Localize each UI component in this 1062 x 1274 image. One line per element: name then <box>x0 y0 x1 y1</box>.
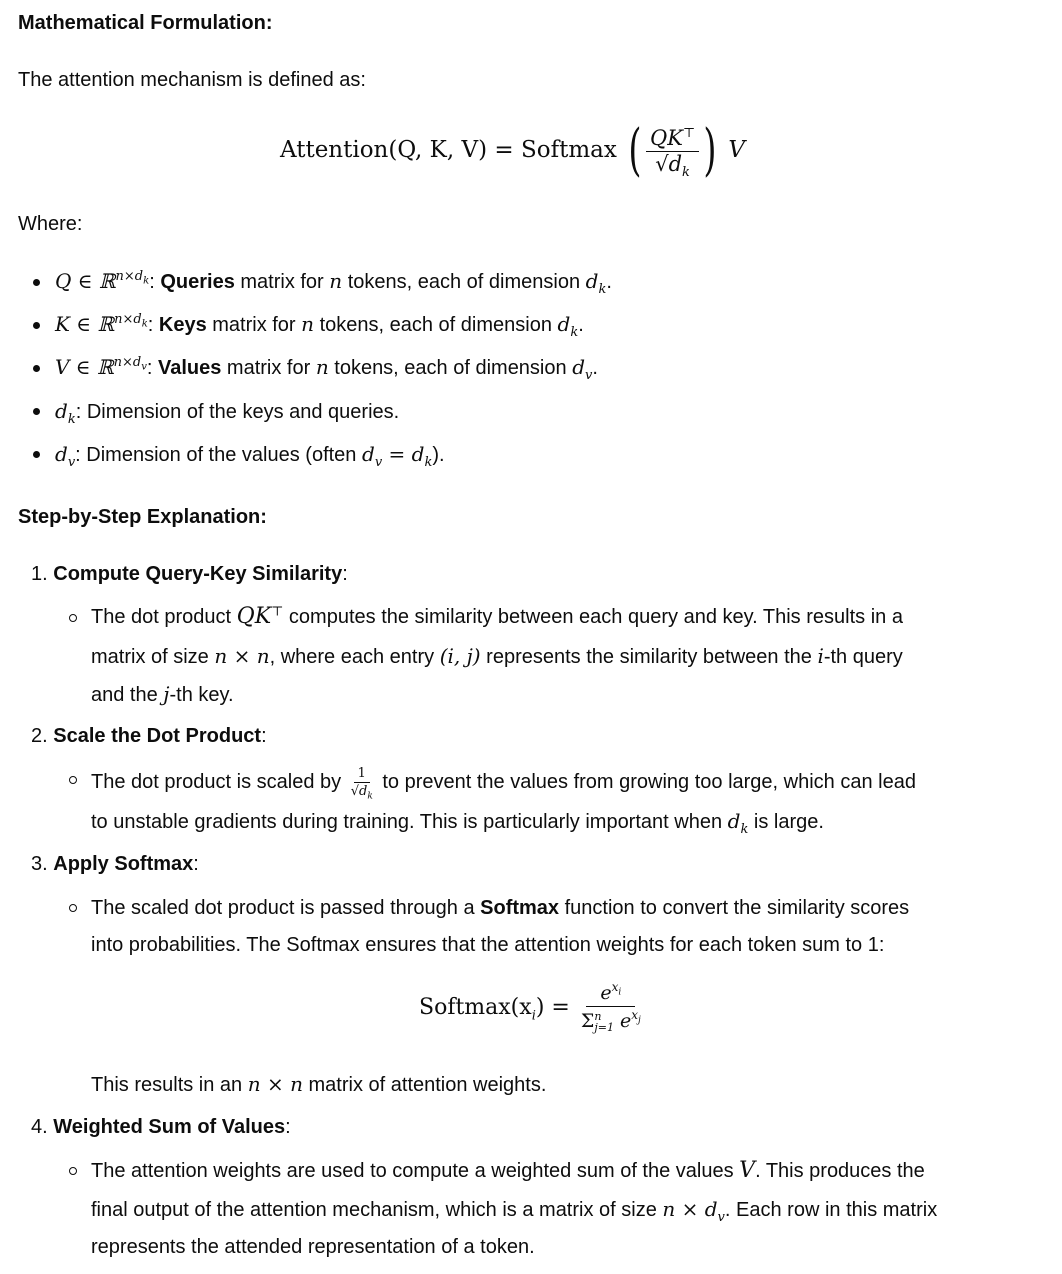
step-4-label: Weighted Sum of Values <box>53 1116 286 1138</box>
def-k-supsub: k <box>141 318 148 330</box>
s4-nxd: n × d <box>662 1197 718 1221</box>
step-1-label: Compute Query-Key Similarity <box>53 563 343 585</box>
s1-b: computes the similarity between each query and key. This results in a <box>283 606 903 628</box>
def-dv-eq2sub: k <box>424 455 433 470</box>
def-dv-eqsub: v <box>374 455 383 470</box>
step-2-line-2: to unstable gradients during training. This is particularly important when $d_k$ is large. <box>91 809 824 837</box>
s3-c: into probabilities. The Softmax ensures that the attention weights for each token sum to 1: <box>91 934 885 956</box>
def-v-end: . <box>592 357 598 379</box>
s1-j: j <box>163 682 170 706</box>
s3-bold: Softmax <box>480 897 560 919</box>
s3-after: This results in an <box>91 1074 248 1096</box>
def-v-n: n <box>315 355 329 379</box>
def-k-rest: tokens, each of dimension <box>314 314 558 336</box>
def-q-dsub: k <box>598 282 607 297</box>
s4-e: represents the attended representation of a token. <box>91 1236 535 1258</box>
def-q-end: . <box>606 271 612 293</box>
def-k-n: n <box>301 312 315 336</box>
step-3-line-1 <box>91 894 909 922</box>
s4-nxd-sub: v <box>717 1210 725 1225</box>
step-1-line-1: The dot product QK⊤ computes the similarity between each query and key. This results in a <box>91 604 903 629</box>
def-dv-var: d <box>55 442 68 466</box>
denominator-subscript: k <box>682 164 690 180</box>
def-dv-text: : Dimension of the values (often <box>75 444 362 466</box>
def-k-end: . <box>578 314 584 336</box>
bullet-dot <box>33 451 40 458</box>
step-4-title: 4. Weighted Sum of Values: <box>31 1116 291 1138</box>
bullet-dot <box>33 365 40 372</box>
step-2-label: Scale the Dot Product <box>53 725 262 747</box>
fraction-denominator: √d <box>655 151 683 176</box>
attention-formula <box>280 118 745 182</box>
def-q-rest: tokens, each of dimension <box>342 271 586 293</box>
softmax-fraction: $e^{x_i}$ Σ n j=1 $e^{x_j}$ <box>580 980 641 1034</box>
s4-c: final output of the attention mechanism, which is a matrix of size <box>91 1199 663 1221</box>
sub-bullet <box>69 904 77 912</box>
s1-c: matrix of size <box>91 646 215 668</box>
def-dk-sub: k <box>67 412 76 427</box>
s1-e: represents the similarity between the <box>480 646 818 668</box>
step-4-line-1 <box>91 1157 925 1185</box>
s1-a: The dot product <box>91 606 237 628</box>
s3-b: function to convert the similarity scores <box>559 897 910 919</box>
s4-d: . Each row in this matrix <box>724 1199 938 1221</box>
step-1-line-2 <box>91 642 903 671</box>
step-3-label: Apply Softmax <box>53 853 194 875</box>
def-dv-eq2: = d <box>382 442 425 466</box>
def-v-dsub: v <box>585 368 593 383</box>
def-k-math: K ∈ ℝ <box>55 312 115 336</box>
steps-heading: Step-by-Step Explanation: <box>18 506 267 528</box>
s2-d: is large. <box>748 811 824 833</box>
s1-g: and the <box>91 684 164 706</box>
def-q-math: Q ∈ ℝ <box>55 269 116 293</box>
def-v-rest: tokens, each of dimension <box>328 357 573 379</box>
step-2-number: 2. <box>31 725 48 747</box>
s4-a: The attention weights are used to compute a weighted sum of the values <box>91 1160 740 1182</box>
definition-dk <box>55 397 399 426</box>
def-v-supsub: v <box>141 361 147 373</box>
def-dk-var: d <box>55 399 68 423</box>
def-q-supsub: k <box>143 275 150 287</box>
def-v-bold: Values <box>157 357 222 379</box>
step-1-line-3 <box>91 680 234 709</box>
s2-a: The dot product is scaled by <box>91 770 347 793</box>
step-3-number: 3. <box>31 853 48 875</box>
def-v-sup: n×d <box>113 355 142 371</box>
def-k-sup: n×d <box>114 312 142 328</box>
step-4-line-2 <box>91 1195 937 1224</box>
bullet-dot <box>33 408 40 415</box>
s1-ij: (i, j) <box>439 644 481 668</box>
s1-qk: QK <box>236 604 272 629</box>
def-v-math: V ∈ ℝ <box>55 355 114 379</box>
step-3-title: 3. Apply Softmax: <box>31 853 199 875</box>
def-k-text: matrix for <box>206 314 302 336</box>
def-v-text: matrix for <box>221 357 316 379</box>
definition-v: V ∈ ℝ$^{n\times d_v}$: Values matrix for n tokens, each of dimension $d_v$. <box>55 355 598 383</box>
s2-fraction: $\frac{1}{√d_k}$ <box>350 766 373 802</box>
def-q-bold: Queries <box>160 271 235 293</box>
s1-nxn: n × n <box>214 644 270 668</box>
step-3-after <box>91 1070 546 1099</box>
fraction-numerator: QK <box>650 125 683 150</box>
step-2-title: 2. Scale the Dot Product: <box>31 725 267 747</box>
s1-h: -th key. <box>169 684 234 706</box>
definition-k: K ∈ ℝ$^{n\times d_k}$: Keys matrix for n tokens, each of dimension $d_k$. <box>55 312 584 340</box>
s2-c: to unstable gradients during training. This is particularly important when <box>91 811 728 833</box>
def-dv-eq: d <box>362 442 375 466</box>
definition-q: Q ∈ ℝ$^{n\times d_k}$: Queries matrix for n tokens, each of dimension $d_k$. <box>55 269 612 297</box>
step-1-number: 1. <box>31 563 48 585</box>
step-4-line-3 <box>91 1233 535 1261</box>
formula-v: V <box>728 137 745 163</box>
def-dv-end: ). <box>432 444 445 466</box>
def-dk-text: : Dimension of the keys and queries. <box>75 401 400 423</box>
sub-bullet <box>69 614 77 622</box>
softmax-eq: ) = <box>535 995 570 1020</box>
s1-f: -th query <box>823 646 903 668</box>
s2-b: to prevent the values from growing too large, which can lead <box>376 770 916 793</box>
right-paren: ) <box>703 118 717 183</box>
math-formulation-heading: Mathematical Formulation: <box>18 12 273 34</box>
s3-a: The scaled dot product is passed through a <box>91 897 481 919</box>
step-1-title: 1. Compute Query-Key Similarity: <box>31 563 348 585</box>
bullet-dot <box>33 322 40 329</box>
step-2-line-1 <box>91 766 916 802</box>
s4-v: V <box>739 1158 756 1183</box>
s1-i: i <box>817 644 824 668</box>
left-paren: ( <box>628 118 642 183</box>
definition-dv <box>55 440 445 469</box>
s2-frac-num: 1 <box>354 767 370 783</box>
where-label: Where: <box>18 213 83 235</box>
step-4-number: 4. <box>31 1116 48 1138</box>
softmax-lhs-sub: i <box>531 1008 536 1024</box>
sub-bullet <box>69 1167 77 1175</box>
sub-bullet <box>69 776 77 784</box>
s3-after2: matrix of attention weights. <box>302 1074 547 1096</box>
s1-d: , where each entry <box>269 646 440 668</box>
def-q-d: d <box>585 269 599 293</box>
def-v-d: d <box>572 355 585 379</box>
intro-text: The attention mechanism is defined as: <box>18 69 366 91</box>
formula-lhs: Attention(Q, K, V) = Softmax <box>280 137 617 163</box>
s4-b: . This produces the <box>755 1160 925 1182</box>
def-k-bold: Keys <box>158 314 207 336</box>
def-q-n: n <box>329 269 343 293</box>
def-k-d: d <box>557 312 571 336</box>
step-3-line-2 <box>91 931 884 959</box>
softmax-formula <box>419 976 645 1040</box>
def-q-text: matrix for <box>234 271 330 293</box>
softmax-lhs: Softmax(x <box>419 995 532 1020</box>
bullet-dot <box>33 279 40 286</box>
transpose-symbol: ⊤ <box>682 125 696 141</box>
def-dv-sub: v <box>67 455 76 470</box>
def-k-dsub: k <box>570 325 579 340</box>
def-q-sup: n×d <box>115 269 144 285</box>
s3-nxn: n × n <box>247 1072 303 1096</box>
formula-fraction <box>646 125 699 180</box>
